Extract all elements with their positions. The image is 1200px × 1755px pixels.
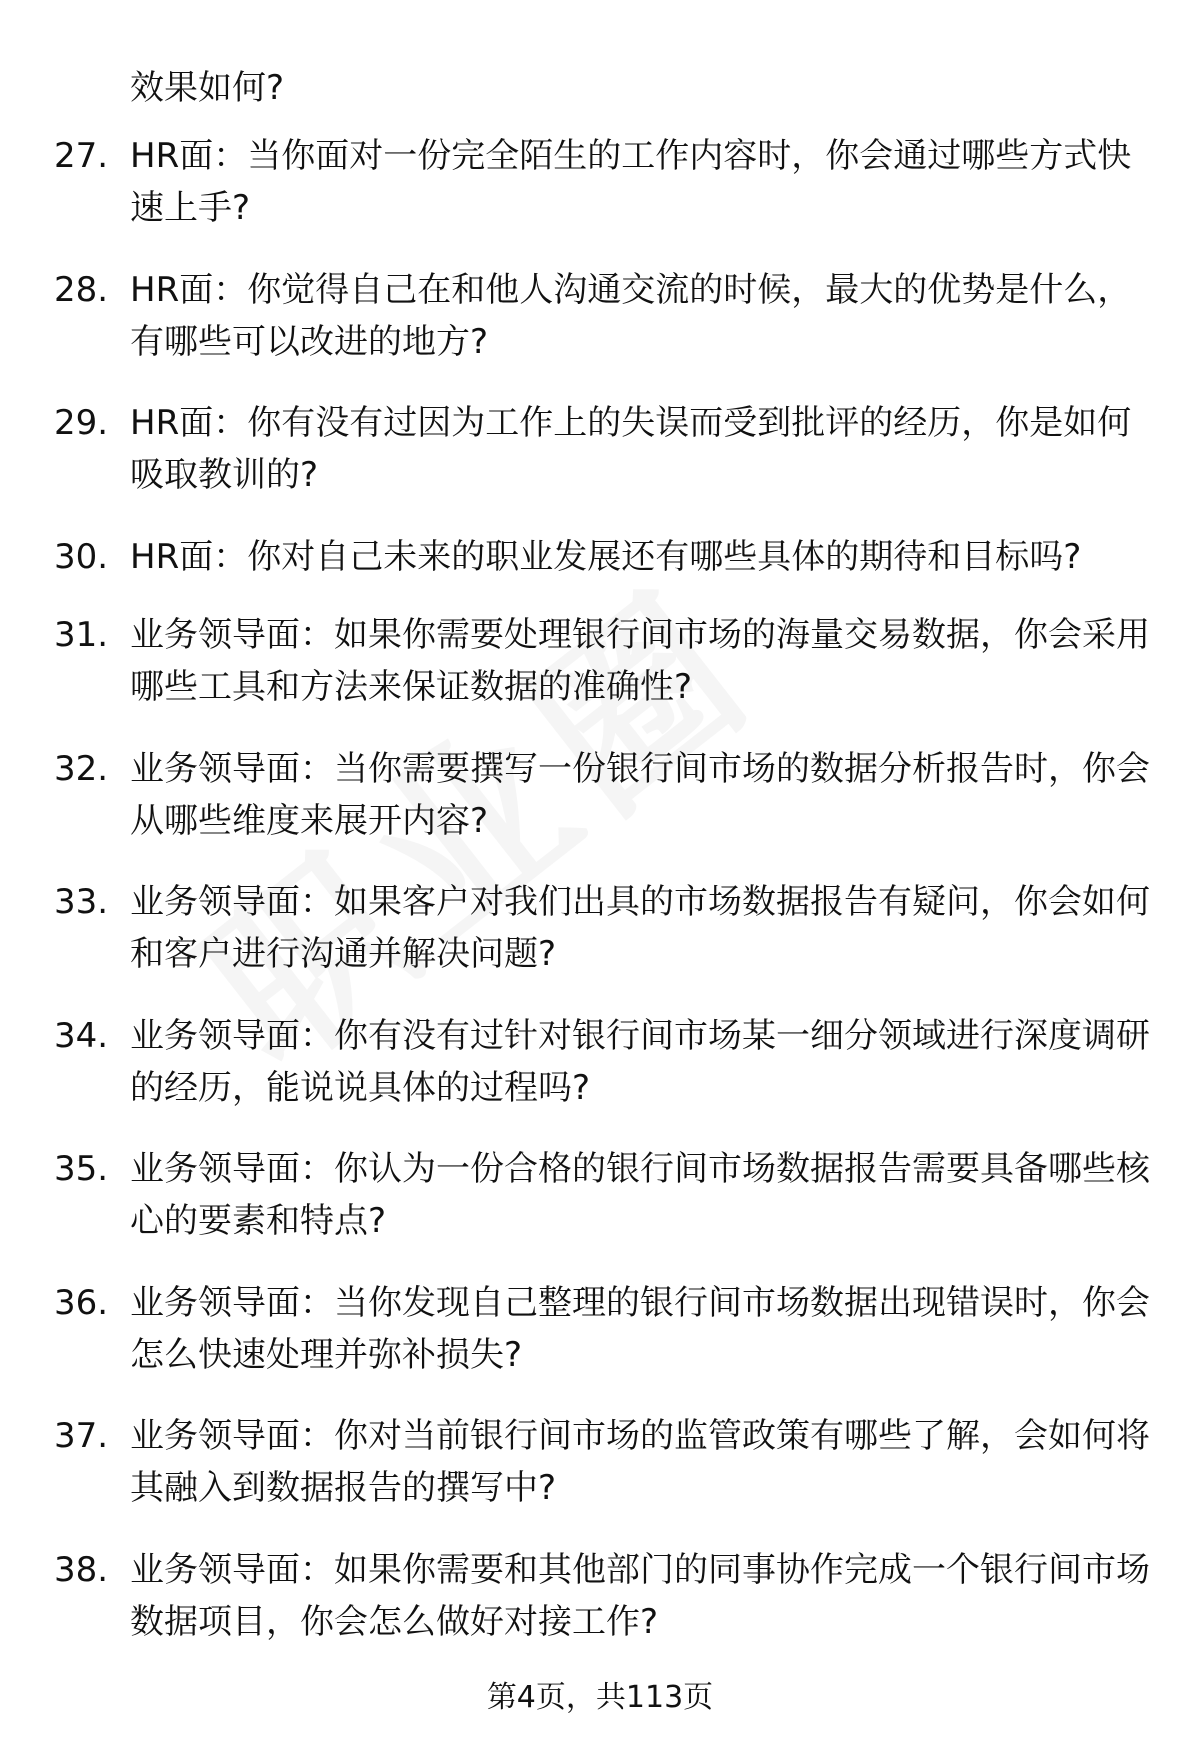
question-item-37 bbox=[0, 1410, 1200, 1517]
question-text: HR面：你对自己未来的职业发展还有哪些具体的期待和目标吗? bbox=[130, 536, 1082, 577]
question-text: 业务领导面：如果客户对我们出具的市场数据报告有疑问，你会如何和客户进行沟通并解决问题? bbox=[130, 882, 1150, 974]
question-item-31 bbox=[0, 609, 1200, 716]
question-number: 31. bbox=[54, 615, 109, 655]
question-item-35 bbox=[0, 1143, 1200, 1250]
question-item-29 bbox=[0, 397, 1200, 504]
question-number: 28. bbox=[54, 269, 109, 310]
page-footer: 第4页，共113页 bbox=[486, 1680, 714, 1715]
question-number: 37. bbox=[54, 1416, 109, 1456]
question-text: HR面：你觉得自己在和他人沟通交流的时候，最大的优势是什么，有哪些可以改进的地方? bbox=[130, 269, 1132, 362]
question-text: 业务领导面：当你需要撰写一份银行间市场的数据分析报告时，你会从哪些维度来展开内容? bbox=[130, 748, 1150, 841]
question-item-27 bbox=[0, 130, 1200, 237]
question-text: 业务领导面：你认为一份合格的银行间市场数据报告需要具备哪些核心的要素和特点? bbox=[130, 1149, 1150, 1241]
question-text: HR面：你有没有过因为工作上的失误而受到批评的经历，你是如何吸取教训的? bbox=[130, 403, 1132, 495]
question-item-38 bbox=[0, 1544, 1200, 1651]
question-item-30 bbox=[0, 531, 1200, 583]
question-item-33 bbox=[0, 876, 1200, 983]
question-text: HR面：当你面对一份完全陌生的工作内容时，你会通过哪些方式快速上手? bbox=[130, 136, 1132, 228]
question-text: 业务领导面：你有没有过针对银行间市场某一细分领域进行深度调研的经历，能说说具体的过程吗? bbox=[130, 1015, 1150, 1108]
question-item-28 bbox=[0, 264, 1200, 371]
question-text: 业务领导面：当你发现自己整理的银行间市场数据出现错误时，你会怎么快速处理并弥补损失? bbox=[130, 1282, 1150, 1375]
question-text: 业务领导面：你对当前银行间市场的监管政策有哪些了解，会如何将其融入到数据报告的撰写中? bbox=[130, 1416, 1150, 1508]
question-number: 29. bbox=[54, 403, 109, 443]
question-number: 34. bbox=[54, 1015, 109, 1056]
question-number: 36. bbox=[54, 1282, 109, 1323]
question-number: 35. bbox=[54, 1149, 109, 1189]
question-number: 33. bbox=[54, 882, 109, 922]
question-number: 38. bbox=[54, 1549, 109, 1590]
question-text: 业务领导面：如果你需要和其他部门的同事协作完成一个银行间市场数据项目，你会怎么做好对接工作? bbox=[130, 1549, 1150, 1642]
question-item-36 bbox=[0, 1277, 1200, 1384]
question-item-34 bbox=[0, 1010, 1200, 1117]
question-text: 业务领导面：如果你需要处理银行间市场的海量交易数据，你会采用哪些工具和方法来保证数据的准确性? bbox=[130, 615, 1150, 707]
question-number: 30. bbox=[54, 536, 109, 577]
question-item-32 bbox=[0, 743, 1200, 850]
question-number: 27. bbox=[54, 136, 109, 176]
question-list bbox=[0, 130, 1200, 1677]
continued-question-text: 效果如何? bbox=[130, 68, 285, 108]
question-number: 32. bbox=[54, 748, 109, 789]
